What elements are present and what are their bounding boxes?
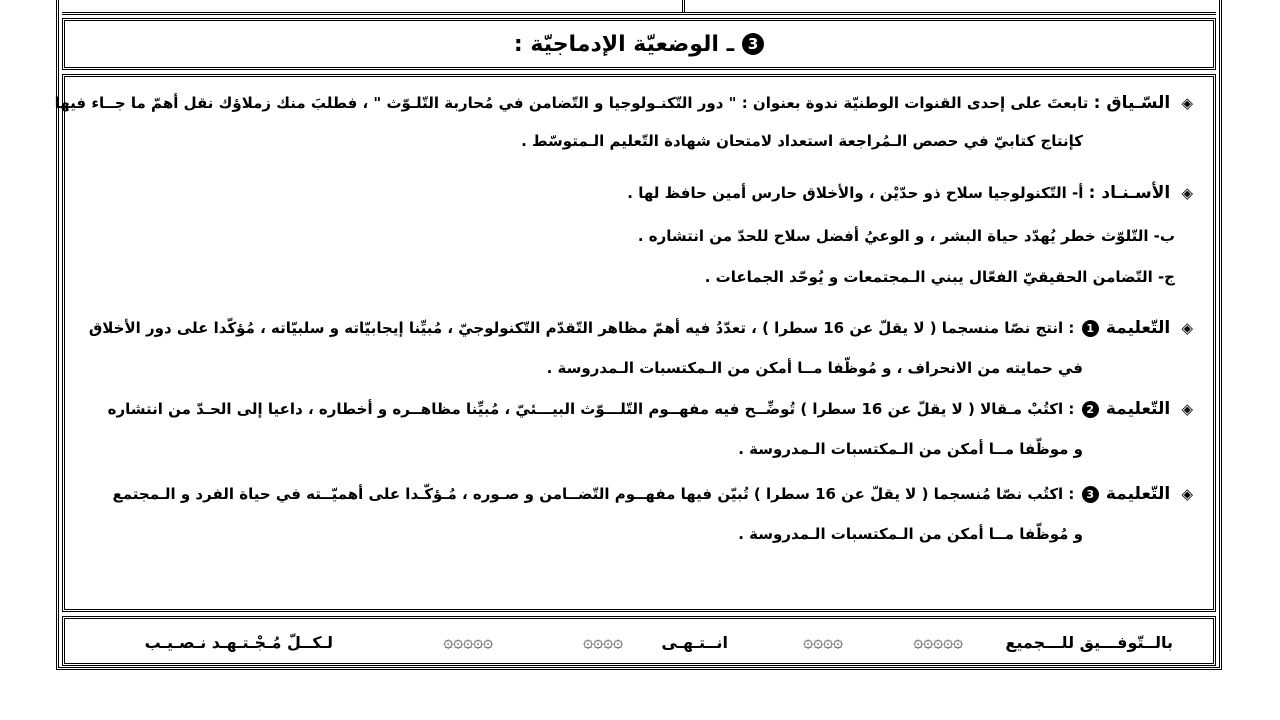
support-b: ب- التّلوّث خطر يُهدّد حياة البشر ، و الوعيُ أفضل سلاح للحدّ من انتشاره . bbox=[637, 227, 1175, 245]
instruction-2-number-badge: 2 bbox=[1082, 401, 1099, 418]
instruction-1-line-2 bbox=[547, 359, 1083, 377]
section-number-badge: 3 bbox=[742, 33, 764, 55]
footer-end: انــتـهـى bbox=[661, 633, 728, 652]
supports-line-a bbox=[627, 183, 1193, 203]
instruction-1-text-2: في حمايته من الانحراف ، و مُوظّفا مــا أمكن من الـمكتسبات الـمدروسة . bbox=[546, 359, 1083, 377]
instruction-1-line-1 bbox=[89, 318, 1193, 338]
content-box bbox=[54, 74, 1216, 612]
diamond-bullet-icon: ◈ bbox=[1181, 184, 1193, 202]
context-text-2: كإنتاج كتابيّ في حصص الـمُراجعة استعداد لامتحان شهادة التّعليم الـمتوسّط . bbox=[521, 132, 1083, 150]
ornament-flower-icon: ۞۞۞۞۞ bbox=[913, 632, 963, 652]
instruction-2-label: التّعليمة bbox=[1105, 399, 1171, 419]
instruction-3-text-2: و مُوظّفا مــا أمكن من الـمكتسبات الـمدروسة . bbox=[738, 525, 1083, 543]
instruction-3-line-1 bbox=[112, 484, 1193, 504]
context-text-1: تابعتَ على إحدى القنوات الوطنيّة ندوة بعنوان : " دور التّكنـولوجيا و التّضامن في مُحاربة التّلـوّث " ، فطلبَ منك زملاؤك نقل أهمّ ما جــاء فيها bbox=[54, 94, 1089, 112]
diamond-bullet-icon: ◈ bbox=[1181, 94, 1193, 112]
instruction-2-line-2 bbox=[738, 440, 1083, 458]
footer bbox=[62, 616, 1216, 666]
supports-line-c bbox=[705, 268, 1175, 286]
ornament-flower-icon: ۞۞۞۞ bbox=[583, 632, 623, 652]
diamond-bullet-icon: ◈ bbox=[1181, 485, 1193, 503]
diamond-bullet-icon: ◈ bbox=[1181, 319, 1193, 337]
supports-label: الأسـنـاد : bbox=[1088, 183, 1171, 203]
supports-line-b bbox=[638, 227, 1175, 245]
previous-section-strip bbox=[62, 0, 1216, 15]
instruction-1-text-1: : انتج نصّا منسجما ( لا يقلّ عن 16 سطرا ) ، تعدّدُ فيه أهمّ مظاهر التّقدّم التّكنولوجيّ ، مُبيِّنا إيجابيّاته و سلبيّاته ، مُؤكّدا على دور الأخلاق bbox=[88, 319, 1075, 337]
instruction-1-number-badge: 1 bbox=[1082, 320, 1099, 337]
instruction-2-text-1: : اكتُبْ مـقالا ( لا يقلّ عن 16 سطرا ) تُوضِّــح فيه مفهــوم التّلـــوّث البيـــئيّ ، مُبيِّنا مظاهــره و أخطاره ، داعيا إلى الحـدّ من انتشاره bbox=[107, 400, 1075, 418]
ornament-flower-icon: ۞۞۞۞۞ bbox=[443, 632, 493, 652]
instruction-3-label: التّعليمة bbox=[1105, 484, 1171, 504]
footer-wish: بالــتّوفـــيق للـــجميع bbox=[1005, 633, 1173, 652]
instruction-3-number-badge: 3 bbox=[1082, 486, 1099, 503]
instruction-1-label: التّعليمة bbox=[1105, 318, 1171, 338]
instruction-2-line-1 bbox=[108, 399, 1193, 419]
support-a: أ- التّكنولوجيا سلاح ذو حدّيْن ، والأخلاق حارس أمين حافظ لها . bbox=[627, 184, 1084, 202]
section-header bbox=[62, 18, 1216, 70]
context-line-1 bbox=[55, 93, 1193, 113]
ornament-flower-icon: ۞۞۞۞ bbox=[803, 632, 843, 652]
instruction-3-line-2 bbox=[738, 525, 1083, 543]
diamond-bullet-icon: ◈ bbox=[1181, 400, 1193, 418]
support-c: ج- التّضامن الحقيقيّ الفعّال يبني الـمجتمعات و يُوحّد الجماعات . bbox=[704, 268, 1175, 286]
instruction-3-text-1: : اكتُب نصّا مُنسجما ( لا يقلّ عن 16 سطرا ) تُبيّن فيها مفهــوم التّضــامن و صـوره ، مُـؤكّـدا على أهميّــته في حياة الفرد و الـمجتمع bbox=[112, 485, 1075, 503]
context-label: السّـياق : bbox=[1093, 93, 1171, 113]
footer-closing: لـكــلّ مُـجْـتـهـد نـصـيـب bbox=[144, 633, 333, 652]
context-line-2 bbox=[521, 132, 1083, 150]
strip-divider bbox=[682, 0, 685, 12]
instruction-2-text-2: و موظّفا مــا أمكن من الـمكتسبات الـمدروسة . bbox=[738, 440, 1083, 458]
section-title: ـ الوضعيّة الإدماجيّة : bbox=[513, 31, 735, 57]
